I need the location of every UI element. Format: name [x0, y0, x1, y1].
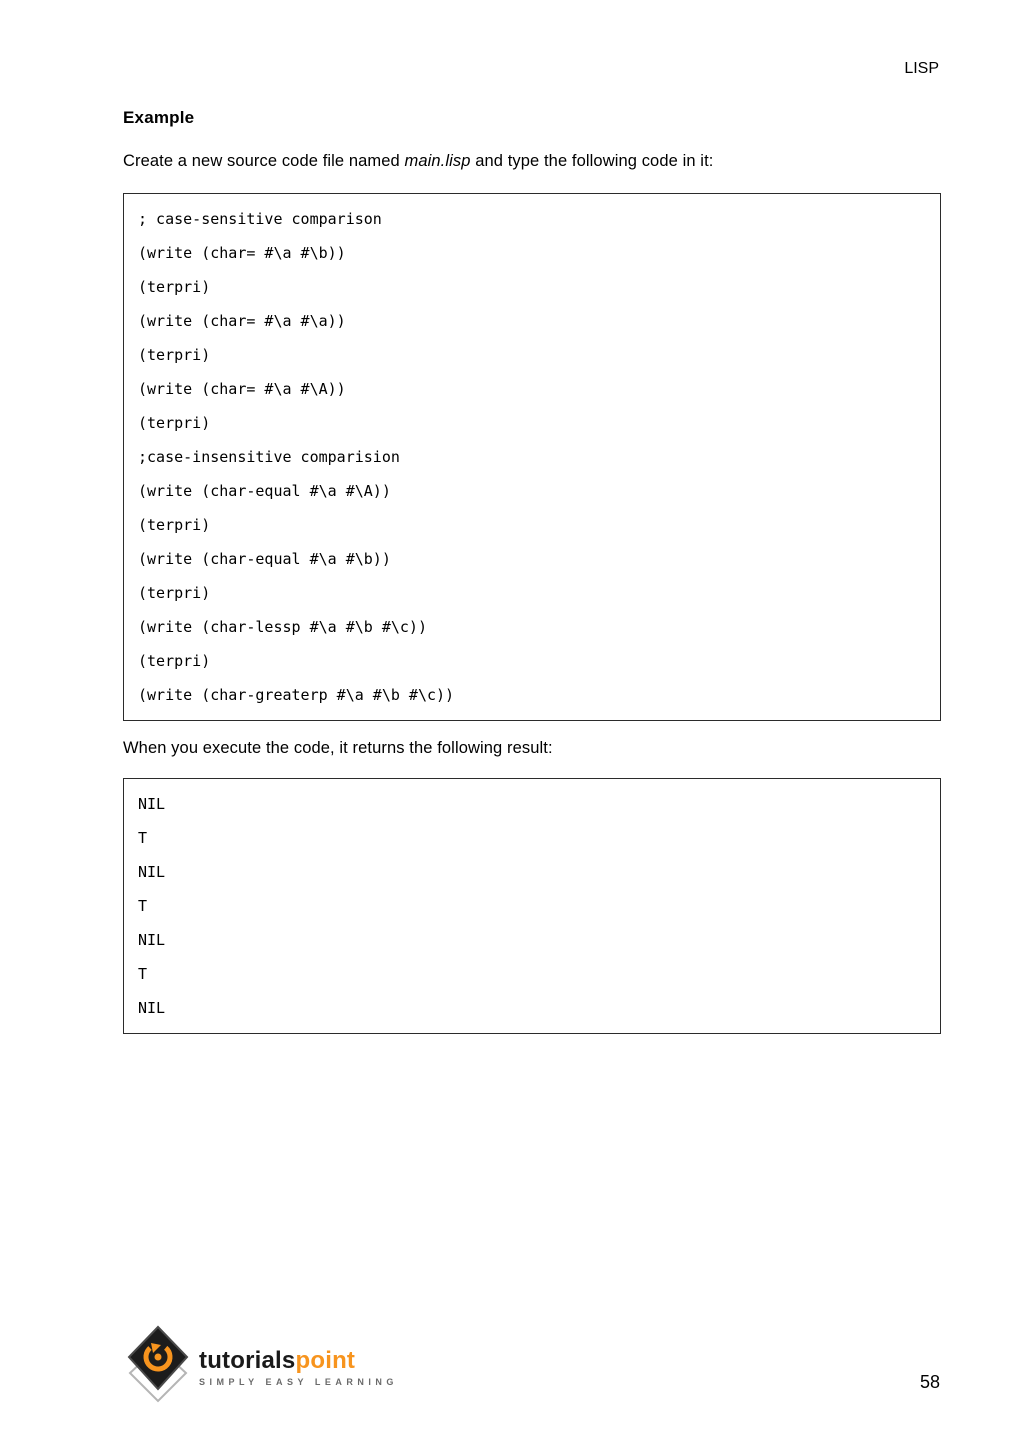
code-line: (terpri): [138, 414, 211, 432]
result-paragraph: When you execute the code, it returns the following result:: [123, 739, 553, 757]
output-line: T: [138, 965, 148, 983]
code-line: (write (char-equal #\a #\b)): [138, 550, 391, 568]
output-line: T: [138, 897, 148, 915]
page-header-label: LISP: [904, 60, 939, 77]
code-line: ; case-sensitive comparison: [138, 210, 382, 228]
logo-word-tutorials: tutorials: [199, 1346, 296, 1374]
code-line: (terpri): [138, 584, 211, 602]
code-line: (terpri): [138, 278, 211, 296]
code-line: (write (char-greaterp #\a #\b #\c)): [138, 686, 455, 704]
code-line: ;case-insensitive comparision: [138, 448, 400, 466]
intro-filename: main.lisp: [404, 152, 471, 170]
output-line: NIL: [138, 931, 166, 949]
logo-word-point: point: [295, 1346, 356, 1374]
output-block: [123, 778, 941, 1034]
page-number: 58: [919, 1372, 940, 1392]
output-line: T: [138, 829, 148, 847]
code-line: (terpri): [138, 652, 211, 670]
intro-paragraph: [123, 152, 941, 171]
intro-text-suffix: and type the following code in it:: [470, 152, 714, 170]
tutorialspoint-logo-icon: [125, 1325, 191, 1405]
code-line: (terpri): [138, 346, 211, 364]
code-block: [123, 193, 941, 721]
code-line: (write (char= #\a #\a)): [138, 312, 346, 330]
intro-text-prefix: Create a new source code file named: [123, 152, 405, 170]
code-line: (write (char= #\a #\A)): [138, 380, 346, 398]
logo-wordmark: [199, 1346, 398, 1374]
logo-tagline: SIMPLY EASY LEARNING: [199, 1376, 398, 1387]
code-line: (terpri): [138, 516, 211, 534]
code-line: (write (char-lessp #\a #\b #\c)): [138, 618, 427, 636]
output-line: NIL: [138, 999, 166, 1017]
output-line: NIL: [138, 863, 166, 881]
logo-text-block: [199, 1346, 398, 1387]
example-heading: Example: [123, 108, 195, 127]
code-line: (write (char-equal #\a #\A)): [138, 482, 391, 500]
output-line: NIL: [138, 795, 166, 813]
tutorialspoint-logo: [125, 1325, 398, 1405]
page-content: [123, 108, 941, 1034]
code-line: (write (char= #\a #\b)): [138, 244, 346, 262]
page-footer: [125, 1322, 940, 1407]
